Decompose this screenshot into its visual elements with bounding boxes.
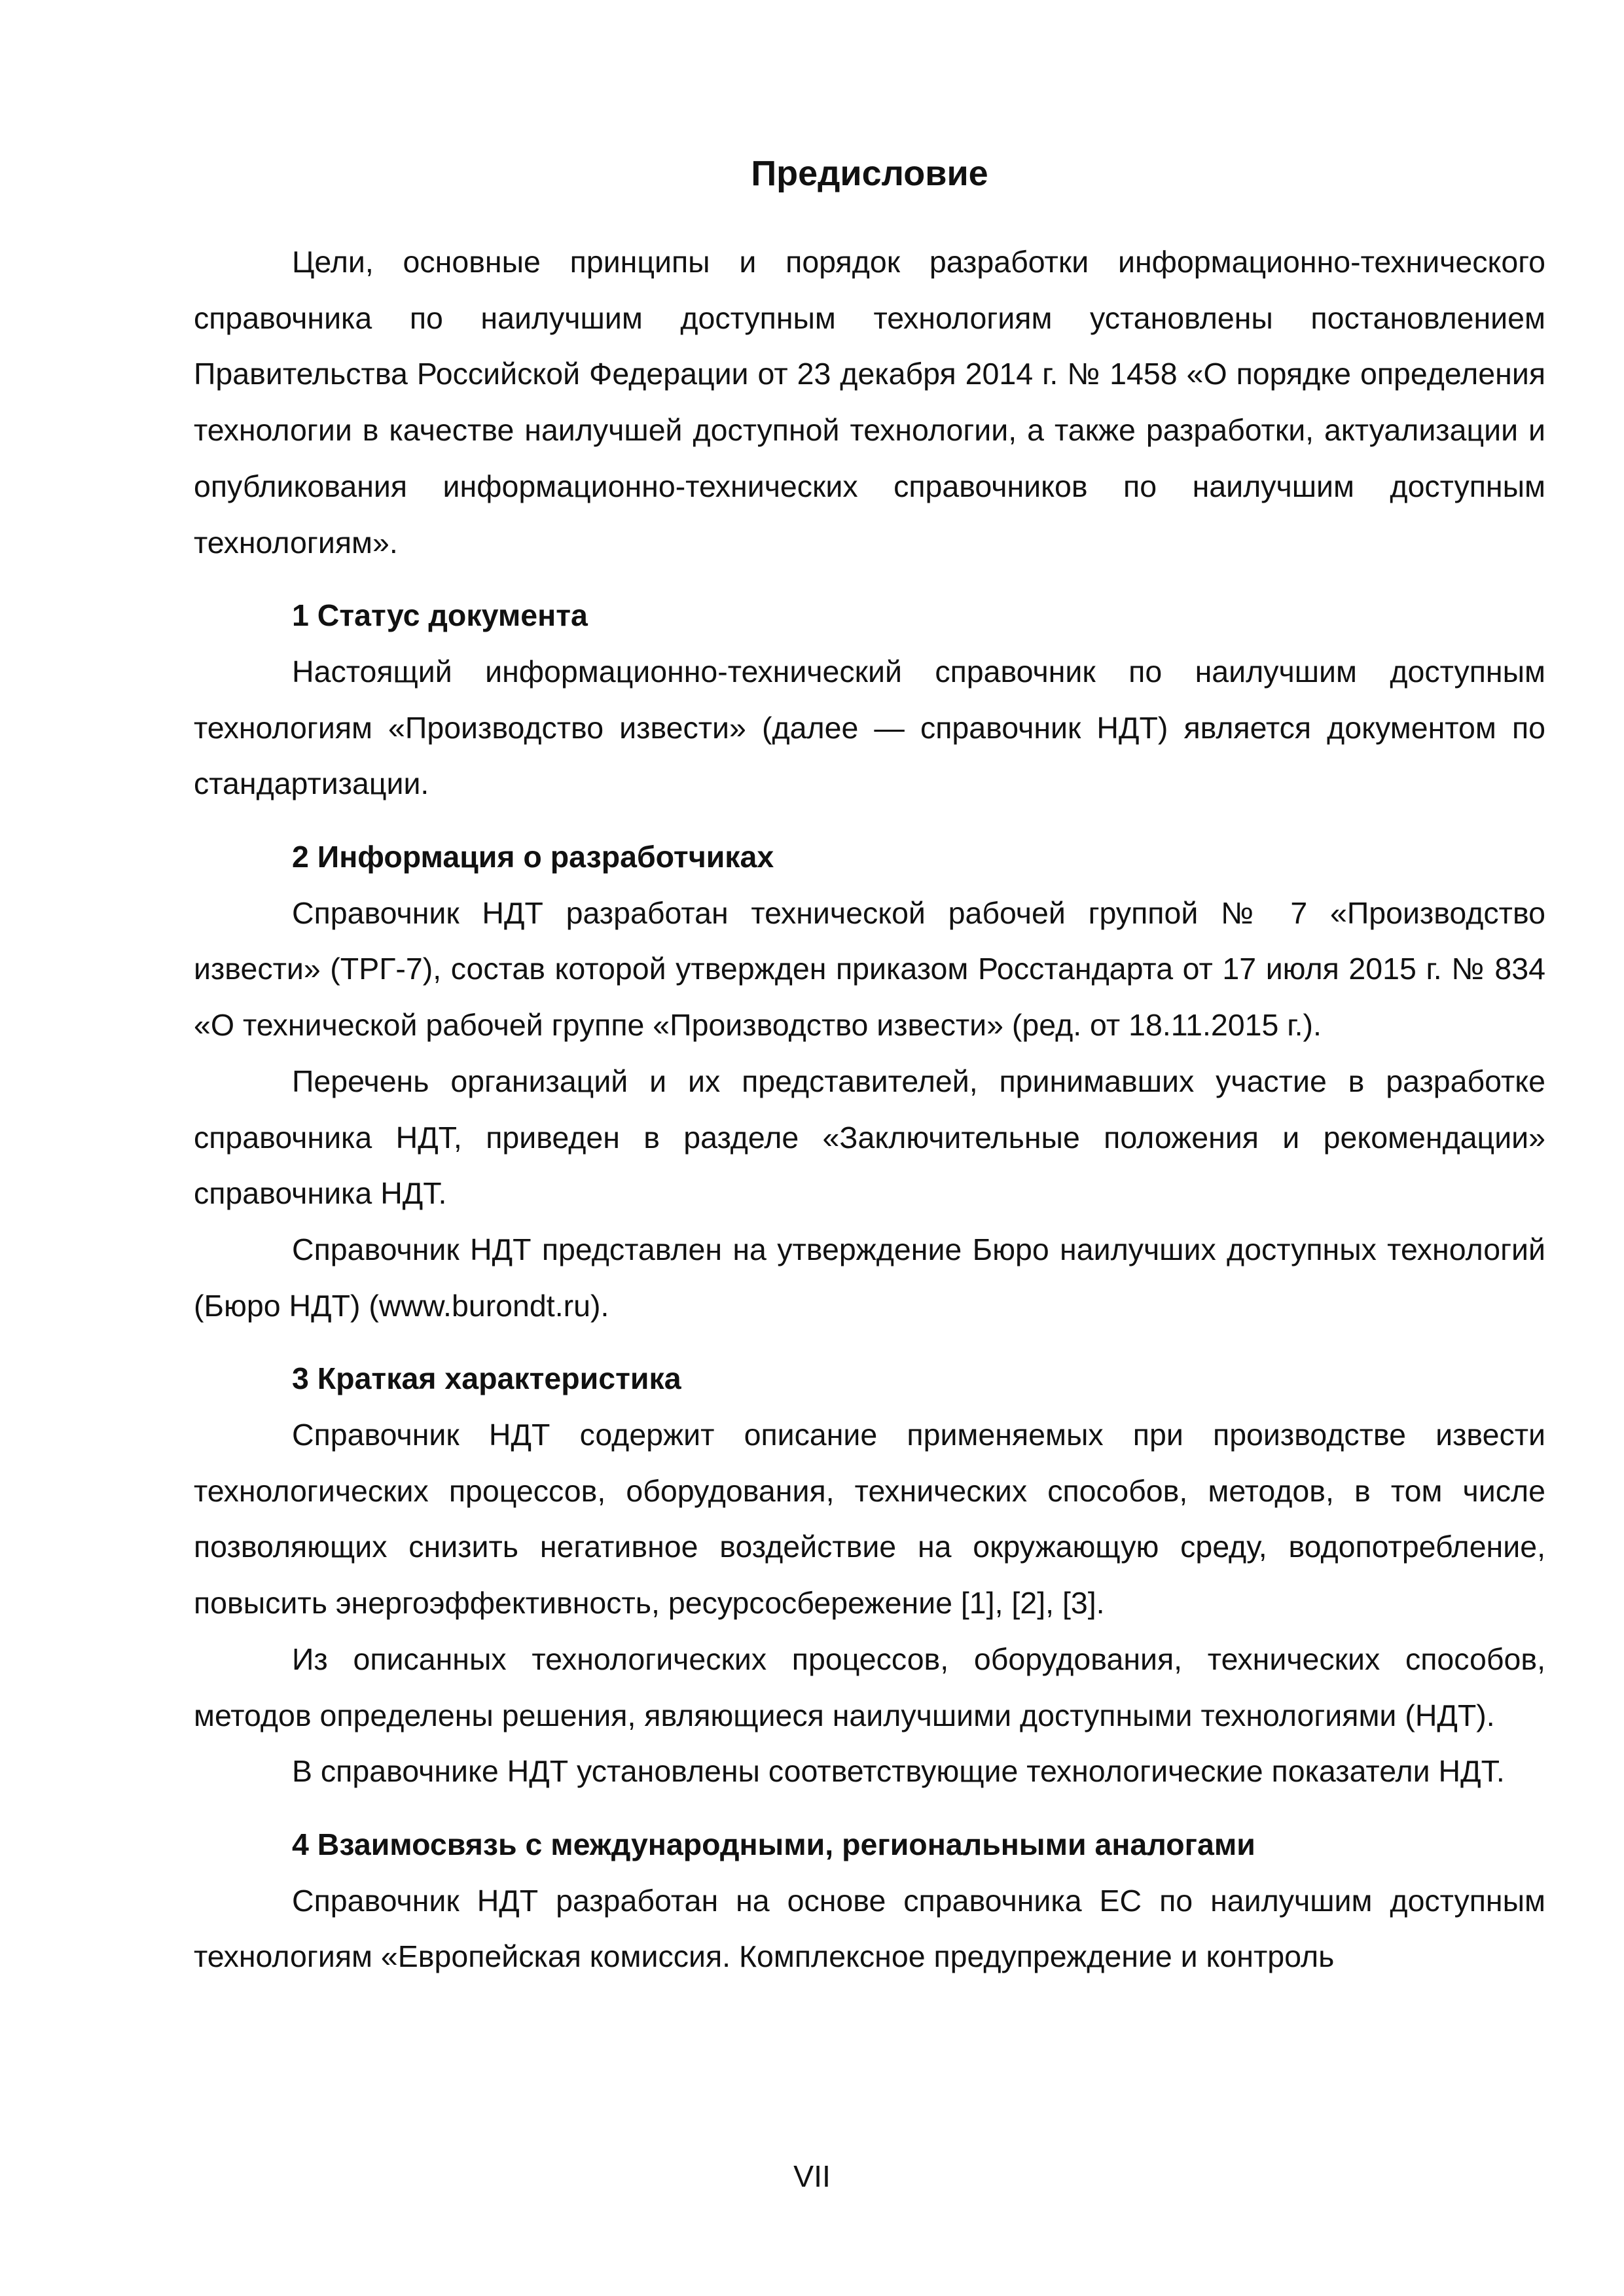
page-title: Предисловие	[751, 154, 988, 193]
section-heading: 1 Статус документа	[292, 598, 588, 633]
section-paragraph: Перечень организаций и их представителей, принимавших участие в разработке справочника НДТ, приведен в разделе «Заключительные положения и рекомендации» справочника НДТ.	[194, 1064, 1545, 1211]
section-paragraph: Из описанных технологических процессов, оборудования, технических способов, методов определены решения, являющиеся наилучшими доступными технологиями (НДТ).	[194, 1641, 1545, 1732]
section-4	[194, 1817, 1545, 1985]
section-heading: 3 Краткая характеристика	[292, 1361, 681, 1396]
intro-paragraph: Цели, основные принципы и порядок разработки информационно-технического справочника по наилучшим доступным технологиям установлены постановлением Правительства Российской Федерации от 23 декабря 2014 г. № 1458 «О порядке определения технологии в качестве наилучшей доступной технологии, а также разработки, актуализации и опубликования информационно-технических справочников по наилучшим доступным технологиям».	[194, 245, 1545, 560]
page-number: VII	[793, 2159, 831, 2193]
section-paragraph: В справочнике НДТ установлены соответствующие технологические показатели НДТ.	[292, 1754, 1505, 1789]
section-paragraph: Справочник НДТ представлен на утверждение Бюро наилучших доступных технологий (Бюро НДТ) (www.burondt.ru).	[194, 1232, 1545, 1323]
section-paragraph: Настоящий информационно-технический справочник по наилучшим доступным технологиям «Производство извести» (далее — справочник НДТ) является документом по стандартизации.	[194, 654, 1545, 801]
document-page	[194, 131, 1545, 1985]
section-paragraph: Справочник НДТ разработан технической рабочей группой № 7 «Производство извести» (ТРГ-7), состав которой утвержден приказом Росстандарта от 17 июля 2015 г. № 834 «О технической рабочей группе «Производство извести» (ред. от 18.11.2015 г.).	[194, 895, 1545, 1043]
section-3	[194, 1351, 1545, 1800]
section-paragraph: Справочник НДТ содержит описание применяемых при производстве извести технологических процессов, оборудования, технических способов, методов, в том числе позволяющих снизить негативное воздействие на окружающую среду, водопотребление, повысить энергоэффективность, ресурсосбережение [1], [2], [3].	[194, 1418, 1545, 1621]
section-heading: 4 Взаимосвязь с международными, региональными аналогами	[292, 1827, 1255, 1861]
section-heading: 2 Информация о разработчиках	[292, 840, 774, 874]
section-2	[194, 829, 1545, 1334]
section-1	[194, 588, 1545, 812]
section-paragraph: Справочник НДТ разработан на основе справочника ЕС по наилучшим доступным технологиям «Европейская комиссия. Комплексное предупреждение и контроль	[194, 1883, 1545, 1974]
